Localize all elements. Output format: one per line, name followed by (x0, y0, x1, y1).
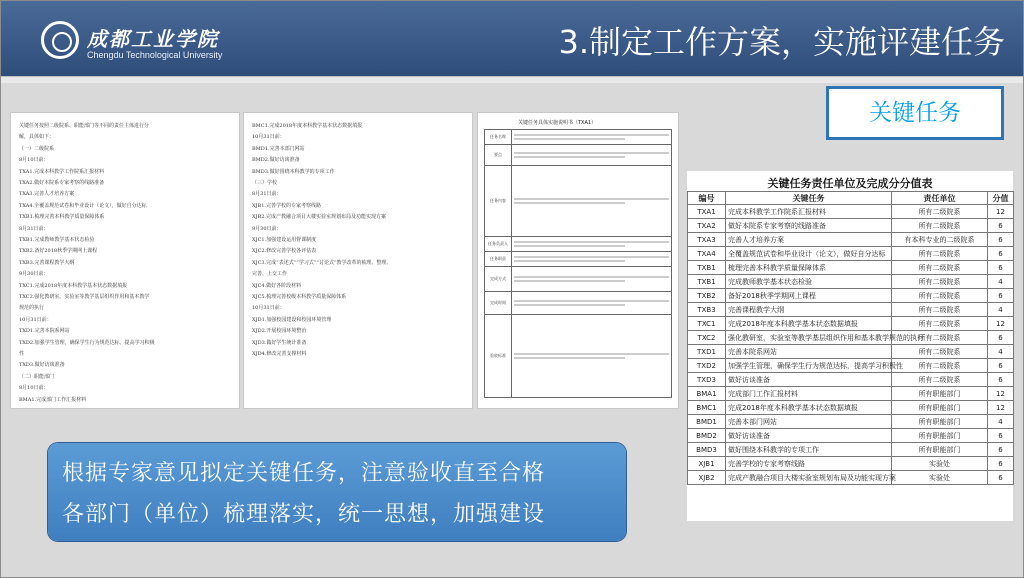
table-row (688, 303, 1014, 317)
table-row (688, 331, 1014, 345)
document-line: XJB2.完成产教融合项目大楼实验室规划布局及功能实现方案 (252, 214, 387, 221)
row-id: BMD2 (688, 429, 726, 443)
document-line: XJC5.梳理完善校级本科教学质量保障体系 (252, 294, 347, 300)
table-row (688, 415, 1014, 429)
form-value (512, 315, 672, 398)
notice-box (48, 443, 626, 541)
document-line: 10月31日前： (252, 134, 285, 141)
row-score: 4 (988, 275, 1014, 289)
notice-line-1: 根据专家意见拟定关键任务，注意验收直至合格 (62, 461, 546, 486)
row-task: 完成2018年度本科教学基本状态数据填报 (726, 317, 892, 331)
row-score: 6 (988, 261, 1014, 275)
document-line: TXA4.全覆盖规范试卷和毕业设计（论文），做好自分达标 (19, 202, 147, 209)
row-score: 6 (988, 359, 1014, 373)
form-label: 任务名称 (485, 130, 512, 145)
row-score: 6 (988, 233, 1014, 247)
document-line: XJB1.完善学校的专家考察线路 (252, 202, 322, 209)
document-line: 9月30日前： (252, 225, 282, 232)
document-line: BMD2.做好访谈准备 (252, 157, 300, 164)
row-task: 完成本科教学工作院系汇报材料 (726, 205, 892, 219)
form-value (512, 145, 672, 166)
row-id: TXC2 (688, 331, 726, 345)
key-task-score-table (687, 171, 1013, 521)
form-row (485, 252, 672, 267)
form-value (512, 130, 672, 145)
form-row (485, 166, 672, 237)
row-id: TXB2 (688, 289, 726, 303)
form-label: 要点 (485, 145, 512, 166)
row-task: 完成2018年度本科教学基本状态数据填报 (726, 401, 892, 415)
document-line: TXB3.完善课程教学大纲 (19, 259, 75, 266)
row-id: TXC1 (688, 317, 726, 331)
row-task: 完善本院系网站 (726, 345, 892, 359)
row-id: BMD1 (688, 415, 726, 429)
row-score: 6 (988, 457, 1014, 471)
form-value (512, 166, 672, 237)
row-unit: 所有职能部门 (892, 387, 988, 401)
row-task: 全覆盖规范试卷和毕业设计（论文），做好自分达标 (726, 247, 892, 261)
row-id: TXA4 (688, 247, 726, 261)
row-id: TXB3 (688, 303, 726, 317)
form-label: 完成方式 (485, 267, 512, 292)
table-row (688, 261, 1014, 275)
table-row (688, 373, 1014, 387)
form-label: 任务职责 (485, 252, 512, 267)
row-id: BMD3 (688, 443, 726, 457)
document-line: XJD2.开展校园环境整治 (252, 328, 307, 335)
row-score: 12 (988, 387, 1014, 401)
row-unit: 所有二级院系 (892, 345, 988, 359)
table-row (688, 345, 1014, 359)
row-unit: 所有职能部门 (892, 401, 988, 415)
university-name-cn: 成都工业学院 (87, 27, 219, 51)
row-task: 备好2018秋季学期网上课程 (726, 289, 892, 303)
row-task: 强化教研室，实验室等教学基层组织作用和基本教学规范的执行 (726, 331, 892, 345)
task-form-table (484, 129, 672, 398)
row-task: 完成教师教学基本状态检验 (726, 275, 892, 289)
row-task: 完善本部门网站 (726, 415, 892, 429)
row-score: 12 (988, 205, 1014, 219)
row-task: 完成产教融合项目大楼实验室规划布局及功能实现方案 (726, 471, 892, 485)
row-score: 6 (988, 373, 1014, 387)
document-line: （一）二级院系 (19, 145, 55, 152)
row-score: 6 (988, 443, 1014, 457)
row-unit: 有本科专业的二级院系 (892, 233, 988, 247)
row-score: 6 (988, 471, 1014, 485)
row-score: 6 (988, 247, 1014, 261)
document-line: TXA2.做好本院系专家考察的线路准备 (19, 180, 105, 186)
row-task: 做好访谈准备 (726, 373, 892, 387)
document-thumbnail-3 (478, 113, 678, 408)
row-task: 完善学校的专家考察线路 (726, 457, 892, 471)
document-line: TXD2.加强学生管理，确保学生行为规范达标，提高学习积极 (19, 339, 155, 346)
row-unit: 所有二级院系 (892, 373, 988, 387)
col-header-score: 分值 (988, 192, 1014, 205)
row-score: 6 (988, 331, 1014, 345)
table-row (688, 387, 1014, 401)
document-line: 规范的执行 (19, 305, 45, 312)
row-task: 加强学生管理，确保学生行为规范达标，提高学习积极性 (726, 359, 892, 373)
table-row (688, 457, 1014, 471)
row-unit: 所有二级院系 (892, 247, 988, 261)
row-id: TXB1 (688, 261, 726, 275)
row-unit: 所有二级院系 (892, 219, 988, 233)
row-id: BMA1 (688, 387, 726, 401)
document-line: TXA3.完善人才培养方案 (19, 191, 75, 198)
form-row (485, 145, 672, 166)
row-id: TXA3 (688, 233, 726, 247)
form-row (485, 315, 672, 398)
document-line: TXB1.完成教师教学基本状态检验 (19, 237, 95, 243)
document-line: 完善、上交工作 (252, 271, 288, 278)
form-value (512, 292, 672, 315)
document-line: BMD3.做好围绕本科教学的专项工作 (252, 168, 335, 175)
table-row (688, 233, 1014, 247)
document-line: 解，具体如下： (19, 134, 55, 141)
row-task: 做好围绕本科教学的专项工作 (726, 443, 892, 457)
document-line: XJC1.加强建设运用督课制度 (252, 237, 317, 243)
document-line: （二）职能部门 (19, 373, 55, 380)
table-title: 关键任务责任单位及完成分分值表 (767, 177, 933, 190)
table-row (688, 219, 1014, 233)
score-table (687, 191, 1014, 485)
document-line: TXB2.备好2018秋季学期网上课程 (19, 248, 98, 255)
document-line: 8月31日前： (19, 225, 49, 232)
row-task: 完善课程教学大纲 (726, 303, 892, 317)
key-tasks-tag: 关键任务 (826, 86, 1004, 140)
table-row (688, 205, 1014, 219)
document-line: TXD1.完善本院系网站 (19, 328, 70, 335)
university-name-en: Chengdu Technological University (87, 50, 223, 60)
form-row (485, 267, 672, 292)
row-id: TXD3 (688, 373, 726, 387)
row-score: 4 (988, 303, 1014, 317)
row-unit: 所有二级院系 (892, 289, 988, 303)
document-line: 9月30日前： (19, 271, 49, 278)
document-thumbnail-1 (11, 113, 239, 408)
document-line: TXC2.强化教研室、实验室等教学基层组织作用和基本教学 (19, 294, 150, 300)
document-line: 关键任务按照二级院系、职能部门等不同的责任主体进行分 (19, 123, 150, 129)
form-label: 验收标准 (485, 315, 512, 398)
row-score: 6 (988, 429, 1014, 443)
row-unit: 所有二级院系 (892, 359, 988, 373)
form-label: 完成时间 (485, 292, 512, 315)
col-header-id: 编号 (688, 192, 726, 205)
row-task: 完成部门工作汇报材料 (726, 387, 892, 401)
table-row (688, 401, 1014, 415)
row-score: 12 (988, 401, 1014, 415)
table-row (688, 443, 1014, 457)
row-unit: 实验处 (892, 471, 988, 485)
table-row (688, 289, 1014, 303)
document-line: 10月31日前： (252, 305, 285, 312)
university-seal-icon (41, 21, 79, 59)
row-id: TXB1 (688, 275, 726, 289)
row-unit: 所有二级院系 (892, 261, 988, 275)
form-label: 任务负责人 (485, 237, 512, 252)
document-line: TXB1.梳理完善本科教学质量保障体系 (19, 214, 105, 221)
form-value (512, 252, 672, 267)
document-line: XJC3.完成“表述式”“学习式”“讨论式”教学改革的梳理、整理、 (252, 259, 392, 266)
row-task: 梳理完善本科教学质量保障体系 (726, 261, 892, 275)
row-unit: 所有二级院系 (892, 275, 988, 289)
col-header-unit: 责任单位 (892, 192, 988, 205)
row-score: 4 (988, 415, 1014, 429)
document-line: 8月10日前： (19, 385, 49, 392)
row-id: TXA2 (688, 219, 726, 233)
header-divider (1, 76, 1023, 83)
row-unit: 所有职能部门 (892, 443, 988, 457)
table-row (688, 317, 1014, 331)
row-id: XJB1 (688, 457, 726, 471)
document-line: XJC2.修改完善学校各评估表 (252, 248, 317, 255)
slide-title: 3.制定工作方案，实施评建任务 (558, 23, 1005, 61)
table-row (688, 429, 1014, 443)
document-title: 关键任务具体实施说明书（TXA1） (518, 120, 597, 126)
row-score: 6 (988, 219, 1014, 233)
form-row (485, 237, 672, 252)
document-line: BMD1.完善本部门网站 (252, 145, 305, 152)
row-task: 做好访谈准备 (726, 429, 892, 443)
document-line: XJD1.加强校园建设和校园环境管理 (252, 316, 332, 323)
document-line: （三）学校 (252, 180, 278, 186)
row-unit: 所有职能部门 (892, 429, 988, 443)
document-line: XJC4.做好各阶段材料 (252, 282, 302, 289)
document-line: XJD4.修改完善支撑材料 (252, 351, 307, 357)
form-value (512, 267, 672, 292)
document-line: 8月31日前： (252, 191, 282, 198)
document-line: TXA1.完成本科教学工作院系汇报材料 (19, 168, 105, 175)
form-row (485, 130, 672, 145)
row-id: BMC1 (688, 401, 726, 415)
table-row (688, 359, 1014, 373)
document-line: BMC1.完成2018年度本科教学基本状态数据填报 (252, 123, 363, 129)
row-task: 完善人才培养方案 (726, 233, 892, 247)
table-header-row (688, 192, 1014, 205)
col-header-task: 关键任务 (726, 192, 892, 205)
document-line: 8月10日前： (19, 157, 49, 164)
row-unit: 所有二级院系 (892, 331, 988, 345)
row-id: TXD2 (688, 359, 726, 373)
row-id: TXD1 (688, 345, 726, 359)
row-unit: 实验处 (892, 457, 988, 471)
document-line: TXC1.完成2018年度本科教学基本状态数据填报 (19, 282, 128, 289)
row-id: TXA1 (688, 205, 726, 219)
row-unit: 所有二级院系 (892, 205, 988, 219)
form-row (485, 292, 672, 315)
row-task: 做好本院系专家考察的线路准备 (726, 219, 892, 233)
table-row (688, 471, 1014, 485)
form-value (512, 237, 672, 252)
notice-line-2: 各部门（单位）梳理落实，统一思想，加强建设 (62, 502, 546, 527)
document-line: 10月31日前： (19, 316, 52, 323)
row-id: XJB2 (688, 471, 726, 485)
row-score: 6 (988, 289, 1014, 303)
slide-header (1, 1, 1023, 76)
form-label: 任务内容 (485, 166, 512, 237)
row-score: 4 (988, 345, 1014, 359)
row-unit: 所有二级院系 (892, 303, 988, 317)
document-line: BMA1.完成部门工作汇报材料 (19, 396, 87, 403)
document-line: TXD3.做好访谈准备 (19, 362, 65, 369)
document-line: 性 (19, 351, 25, 357)
table-row (688, 247, 1014, 261)
document-line: XJD3.做好学生统计准备 (252, 339, 307, 346)
table-row (688, 275, 1014, 289)
row-unit: 所有职能部门 (892, 415, 988, 429)
document-thumbnail-2 (244, 113, 472, 408)
row-unit: 所有二级院系 (892, 317, 988, 331)
row-score: 12 (988, 317, 1014, 331)
